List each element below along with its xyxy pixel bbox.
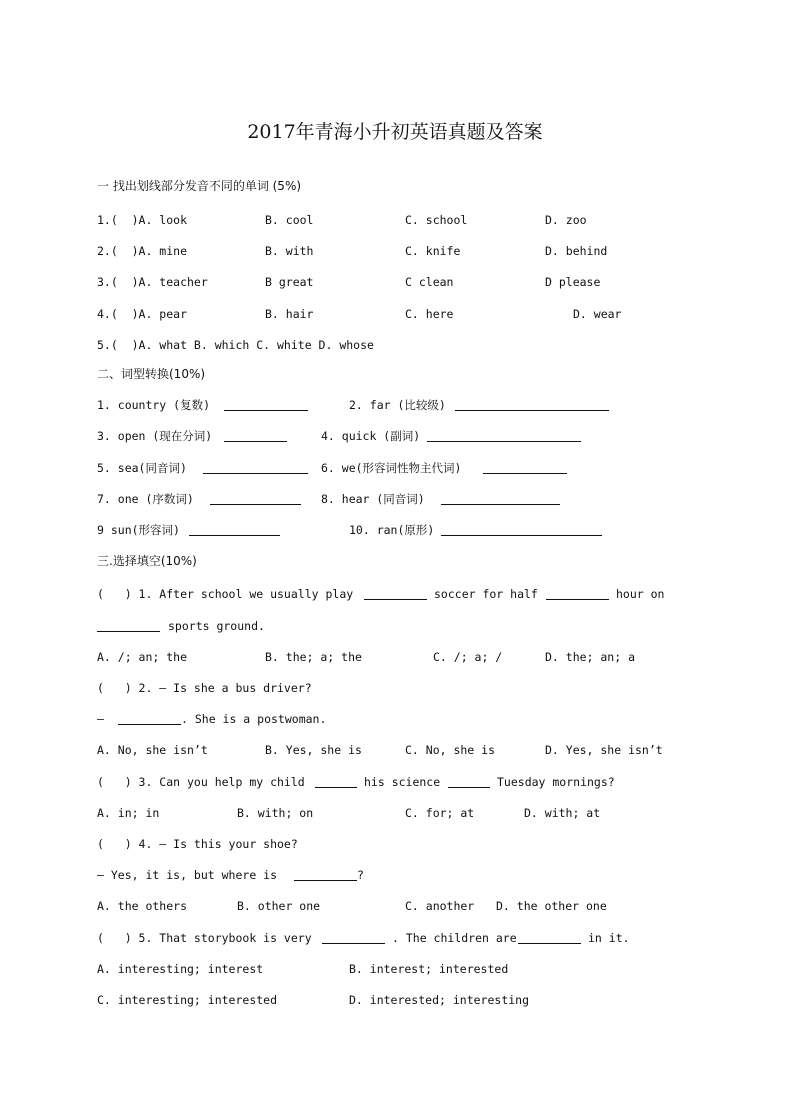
s1-q1-option-b: B. cool — [265, 213, 314, 227]
s3-q2-blank[interactable] — [118, 713, 181, 725]
s3-q4-qmark: ? — [357, 868, 364, 882]
s1-q1-option-d: D. zoo — [545, 213, 587, 227]
s3-q5-part3: in it. — [588, 931, 630, 945]
s3-q1-blank-3[interactable] — [97, 620, 160, 632]
s2-item-1-blank[interactable] — [224, 399, 308, 411]
s3-q5-option-d: D. interested; interesting — [349, 993, 530, 1007]
s1-q1-option-c: C. school — [405, 213, 468, 227]
section-1-heading: 一 找出划线部分发音不同的单词 (5%) — [97, 179, 302, 193]
s3-q1-option-b: B. the; a; the — [265, 650, 362, 664]
s3-q4-option-b: B. other one — [237, 899, 321, 913]
s3-q4-option-a: A. the others — [97, 899, 188, 913]
s3-q2-response: . She is a postwoman. — [181, 712, 327, 726]
s1-q5-line: 5.( )A. what B. which C. white D. whose — [97, 338, 374, 352]
s2-item-9-blank[interactable] — [189, 524, 280, 536]
s1-q1-stem: 1.( )A. look — [97, 213, 188, 227]
s3-q1-part1: ( ) 1. After school we usually play — [97, 587, 354, 601]
s3-q5-option-b: B. interest; interested — [349, 962, 509, 976]
s3-q2-option-a: A. No, she isn’t — [97, 743, 208, 757]
s1-q4-option-c: C. here — [405, 307, 454, 321]
s1-q2-option-b: B. with — [265, 244, 314, 258]
s3-q3-option-d: D. with; at — [524, 806, 601, 820]
s3-q4-response: — Yes, it is, but where is — [97, 868, 278, 882]
page-title: 2017年青海小升初英语真题及答案 — [247, 121, 543, 143]
s2-item-1-label: 1. country (复数) — [97, 398, 211, 412]
s3-q5-blank-1[interactable] — [322, 932, 385, 944]
s2-item-4-blank[interactable] — [427, 430, 581, 442]
s2-item-5-label: 5. sea(同音词) — [97, 461, 187, 475]
s2-item-9-label: 9 sun(形容词) — [97, 523, 180, 537]
s3-q3-option-b: B. with; on — [237, 806, 314, 820]
s2-item-7-blank[interactable] — [210, 493, 301, 505]
s1-q3-option-b: B great — [265, 275, 314, 289]
s3-q3-blank-1[interactable] — [315, 776, 357, 788]
s2-item-10-blank[interactable] — [441, 524, 602, 536]
s3-q2-dash: — — [97, 712, 104, 726]
s3-q3-option-c: C. for; at — [405, 806, 475, 820]
s3-q1-blank-2[interactable] — [546, 588, 609, 600]
s3-q2-option-c: C. No, she is — [405, 743, 496, 757]
s2-item-6-label: 6. we(形容词性物主代词) — [321, 461, 462, 475]
s3-q2-stem: ( ) 2. — Is she a bus driver? — [97, 681, 312, 695]
section-2-heading: 二、词型转换(10%) — [97, 367, 206, 381]
s3-q5-part2: . The children are — [392, 931, 517, 945]
s3-q1-part2: soccer for half — [434, 587, 538, 601]
s2-item-8-blank[interactable] — [441, 493, 560, 505]
s1-q3-option-d: D please — [545, 275, 601, 289]
s3-q5-option-c: C. interesting; interested — [97, 993, 278, 1007]
s1-q3-stem: 3.( )A. teacher — [97, 275, 208, 289]
section-3-heading: 三.选择填空(10%) — [97, 554, 197, 568]
s3-q1-option-d: D. the; an; a — [545, 650, 636, 664]
s1-q2-stem: 2.( )A. mine — [97, 244, 188, 258]
s2-item-6-blank[interactable] — [483, 462, 567, 474]
s1-q3-option-c: C clean — [405, 275, 454, 289]
s2-item-7-label: 7. one (序数词) — [97, 492, 194, 506]
s2-item-3-label: 3. open (现在分词) — [97, 429, 213, 443]
s3-q1-part4: sports ground. — [168, 619, 265, 633]
s3-q3-blank-2[interactable] — [448, 776, 490, 788]
s2-item-10-label: 10. ran(原形) — [349, 523, 435, 537]
s3-q1-part3: hour on — [616, 587, 665, 601]
s3-q3-option-a: A. in; in — [97, 806, 160, 820]
s3-q1-blank-1[interactable] — [364, 588, 427, 600]
s3-q4-blank[interactable] — [294, 869, 357, 881]
s3-q3-part2: his science — [364, 775, 441, 789]
s2-item-3-blank[interactable] — [224, 430, 287, 442]
s2-item-2-blank[interactable] — [455, 399, 609, 411]
s3-q5-option-a: A. interesting; interest — [97, 962, 264, 976]
s3-q3-part3: Tuesday mornings? — [497, 775, 615, 789]
s1-q2-option-d: D. behind — [545, 244, 608, 258]
s3-q4-option-c: C. another — [405, 899, 475, 913]
s3-q2-option-b: B. Yes, she is — [265, 743, 362, 757]
s2-item-8-label: 8. hear (同音词) — [321, 492, 425, 506]
s1-q4-stem: 4.( )A. pear — [97, 307, 188, 321]
s2-item-4-label: 4. quick (副词) — [321, 429, 421, 443]
s3-q1-option-c: C. /; a; / — [433, 650, 503, 664]
s3-q2-option-d: D. Yes, she isn’t — [545, 743, 663, 757]
s1-q4-option-d: D. wear — [573, 307, 622, 321]
s3-q4-option-d: D. the other one — [496, 899, 607, 913]
s2-item-2-label: 2. far (比较级) — [349, 398, 446, 412]
s1-q4-option-b: B. hair — [265, 307, 314, 321]
s3-q5-blank-2[interactable] — [518, 932, 581, 944]
s2-item-5-blank[interactable] — [203, 462, 308, 474]
s1-q2-option-c: C. knife — [405, 244, 461, 258]
s3-q5-part1: ( ) 5. That storybook is very — [97, 931, 312, 945]
s3-q3-part1: ( ) 3. Can you help my child — [97, 775, 305, 789]
s3-q4-stem: ( ) 4. — Is this your shoe? — [97, 837, 298, 851]
s3-q1-option-a: A. /; an; the — [97, 650, 188, 664]
